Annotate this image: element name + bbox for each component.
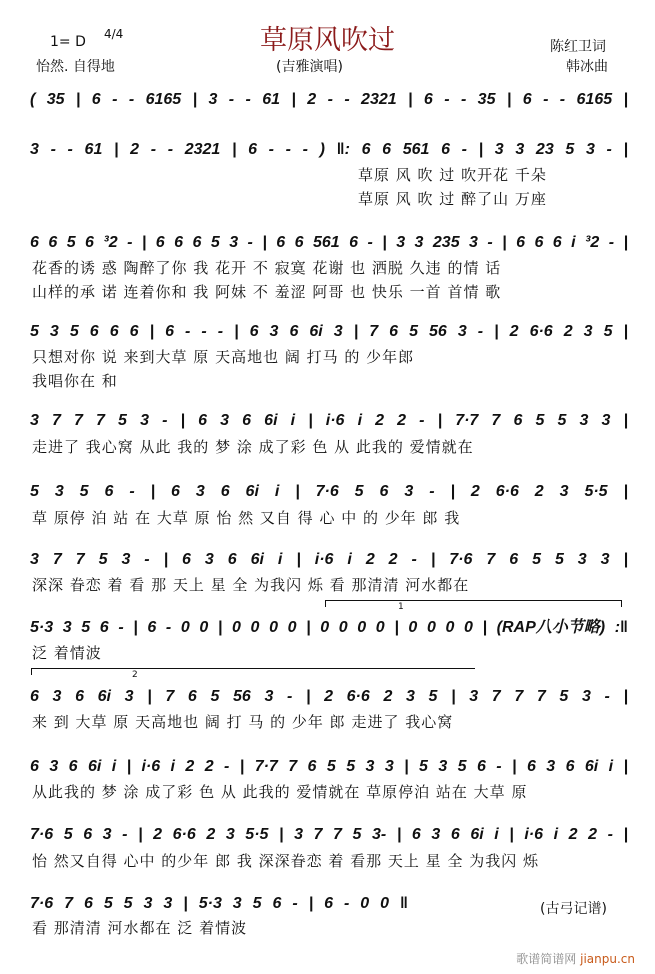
singer-credit: (吉雅演唱) [276, 59, 343, 75]
time-signature [104, 28, 123, 40]
tempo-marking: 怡然. 自得地 [36, 59, 115, 75]
lyric-row-3-verse-1: 花香的诱 惑 陶醉了你 我 花开 不 寂寞 花谢 也 洒脱 久违 的情 话 [32, 259, 502, 277]
score-row-3: 6 6 5 6 ³2 - | 6 6 6 5 3 - | 6 6 561 6 - | 3 3 235 3 - | 6 6 6 i ³2 - | [30, 234, 628, 251]
score-row-7: 3 7 7 5 3 - | 6 3 6 6i i | i·6 i 2 2 - | 7·6 7 6 5 5 3 3 | [30, 551, 628, 568]
lyric-row-11: 怡 然又自得 心中 的少年 郎 我 深深眷恋 着 看那 天上 星 全 为我闪 烁 [32, 852, 539, 870]
score-row-1: ( 35 | 6 - - 6165 | 3 - - 61 | 2 - - 2321 | 6 - - 35 | 6 - - 6165 | [30, 91, 628, 108]
lyric-row-10: 从此我的 梦 涂 成了彩 色 从 此我的 爱情就在 草原停泊 站在 大草 原 [32, 783, 528, 801]
lyric-row-8: 泛 着情波 [32, 644, 102, 662]
lyric-row-7: 深深 眷恋 着 看 那 天上 星 全 为我闪 烁 看 那清清 河水都在 [32, 576, 470, 594]
lyric-row-4-verse-1: 只想对你 说 来到大草 原 天高地也 阔 打马 的 少年郎 [32, 348, 415, 366]
lyricist-credit: 陈红卫词 [550, 39, 606, 55]
watermark [516, 950, 635, 967]
lyric-row-2-verse-1: 草原 风 吹 过 吹开花 千朵 [358, 166, 547, 184]
watermark-text: 歌谱简谱网 [516, 952, 577, 966]
composer-credit: 韩冰曲 [566, 59, 608, 75]
score-row-9: 6 3 6 6i 3 | 7 6 5 56 3 - | 2 6·6 2 3 5 | 3 7 7 7 5 3 - | [30, 688, 628, 705]
lyric-row-9: 来 到 大草 原 天高地也 阔 打 马 的 少年 郎 走进了 我心窝 [32, 713, 454, 731]
lyric-row-2-verse-2: 草原 风 吹 过 醉了山 万座 [358, 190, 547, 208]
key-signature: 1= D [50, 34, 86, 50]
score-row-10: 6 3 6 6i i | i·6 i 2 2 - | 7·7 7 6 5 5 3 3 | 5 3 5 6 - | 6 3 6 6i i | [30, 758, 628, 775]
score-row-6: 5 3 5 6 - | 6 3 6 6i i | 7·6 5 6 3 - | 2 6·6 2 3 5·5 | [30, 483, 628, 500]
score-row-5: 3 7 7 7 5 3 - | 6 3 6 6i i | i·6 i 2 2 - | 7·7 7 6 5 5 3 3 | [30, 412, 628, 429]
lyric-row-4-verse-2: 我唱你在 和 [32, 372, 118, 390]
score-row-12: 7·6 7 6 5 5 3 3 | 5·3 3 5 6 - | 6 - 0 0 ‖ [30, 895, 408, 912]
second-ending-number: 2 [132, 670, 138, 680]
score-row-2: 3 - - 61 | 2 - - 2321 | 6 - - - ) ‖: 6 6 561 6 - | 3 3 23 5 3 - | [30, 141, 628, 158]
first-ending-number: 1 [398, 602, 404, 612]
lyric-row-12: 看 那清清 河水都在 泛 着情波 [32, 919, 248, 937]
notation-credit: (古弓记谱) [540, 901, 607, 917]
score-row-11: 7·6 5 6 3 - | 2 6·6 2 3 5·5 | 3 7 7 5 3- | 6 3 6 6i i | i·6 i 2 2 - | [30, 826, 628, 843]
score-row-8: 5·3 3 5 6 - | 6 - 0 0 | 0 0 0 0 | 0 0 0 0 | 0 0 0 0 | (RAP八小节略) :‖ [30, 619, 628, 636]
second-ending-bracket [31, 668, 475, 680]
lyric-row-6: 草 原停 泊 站 在 大草 原 怡 然 又自 得 心 中 的 少年 郎 我 [32, 509, 461, 527]
time-signature-value: 4/4 [104, 27, 124, 41]
first-ending-bracket [325, 600, 622, 612]
song-title: 草原风吹过 [260, 25, 395, 56]
lyric-row-5: 走进了 我心窝 从此 我的 梦 涂 成了彩 色 从 此我的 爱情就在 [32, 438, 474, 456]
score-row-4: 5 3 5 6 6 6 | 6 - - - | 6 3 6 6i 3 | 7 6 5 56 3 - | 2 6·6 2 3 5 | [30, 323, 628, 340]
lyric-row-3-verse-2: 山样的承 诺 连着你和 我 阿妹 不 羞涩 阿哥 也 快乐 一首 首情 歌 [32, 283, 502, 301]
watermark-url: jianpu.cn [580, 952, 635, 966]
